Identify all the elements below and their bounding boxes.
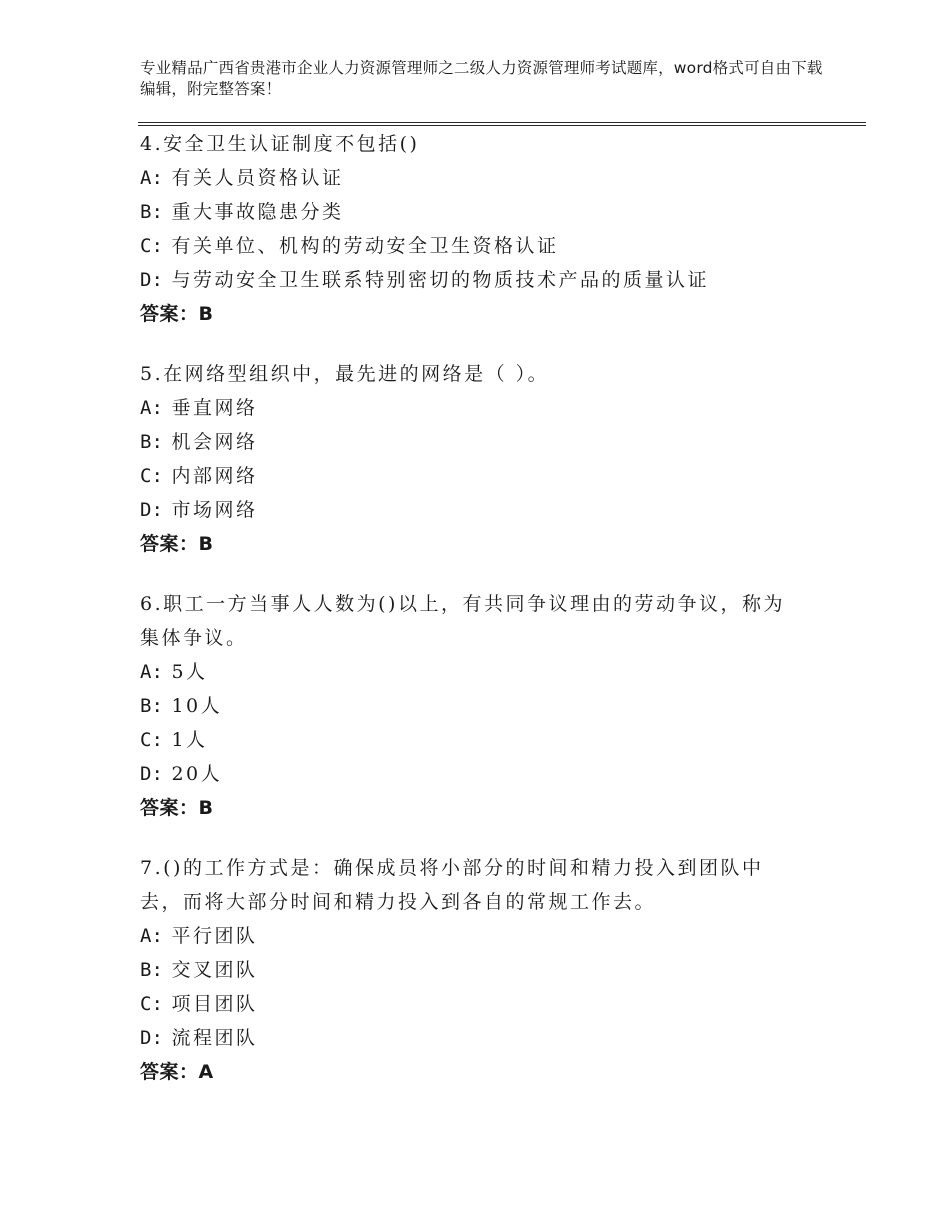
question-6 bbox=[140, 587, 840, 825]
option-text: 项目团队 bbox=[171, 993, 258, 1015]
option-text: 有关单位、机构的劳动安全卫生资格认证 bbox=[171, 235, 559, 257]
option-letter: A: bbox=[140, 397, 163, 419]
option-letter: C: bbox=[140, 993, 163, 1015]
option-c bbox=[140, 723, 840, 757]
option-a bbox=[140, 655, 840, 689]
option-letter: B: bbox=[140, 695, 163, 717]
option-text: 平行团队 bbox=[171, 925, 258, 947]
option-b bbox=[140, 689, 840, 723]
question-4 bbox=[140, 127, 840, 331]
option-d bbox=[140, 263, 840, 297]
option-letter: A: bbox=[140, 925, 163, 947]
option-letter: D: bbox=[140, 1027, 163, 1049]
option-d bbox=[140, 757, 840, 791]
question-stem: 5.在网络型组织中，最先进的网络是（ ）。 bbox=[140, 363, 550, 385]
option-letter: D: bbox=[140, 499, 163, 521]
option-c bbox=[140, 987, 840, 1021]
option-letter: B: bbox=[140, 959, 163, 981]
option-letter: C: bbox=[140, 465, 163, 487]
option-text: 与劳动安全卫生联系特别密切的物质技术产品的质量认证 bbox=[171, 269, 709, 291]
option-text: 市场网络 bbox=[171, 499, 258, 521]
question-7 bbox=[140, 851, 840, 1089]
answer-label: 答案：A bbox=[140, 1061, 214, 1083]
option-a bbox=[140, 161, 840, 195]
option-text: 20人 bbox=[171, 763, 223, 785]
option-d bbox=[140, 493, 840, 527]
option-b bbox=[140, 425, 840, 459]
option-text: 机会网络 bbox=[171, 431, 258, 453]
option-letter: B: bbox=[140, 201, 163, 223]
question-stem: 4.安全卫生认证制度不包括() bbox=[140, 133, 420, 155]
document-header: 专业精品广西省贵港市企业人力资源管理师之二级人力资源管理师考试题库，word格式可自由下载编辑，附完整答案！ bbox=[140, 59, 823, 98]
option-text: 流程团队 bbox=[171, 1027, 258, 1049]
option-letter: A: bbox=[140, 167, 163, 189]
option-text: 内部网络 bbox=[171, 465, 258, 487]
option-c bbox=[140, 229, 840, 263]
option-letter: B: bbox=[140, 431, 163, 453]
question-stem: 6.职工一方当事人人数为()以上，有共同争议理由的劳动争议，称为集体争议。 bbox=[140, 593, 785, 649]
option-a bbox=[140, 391, 840, 425]
header-divider-bottom bbox=[138, 125, 866, 126]
question-list bbox=[140, 127, 840, 1115]
option-letter: C: bbox=[140, 729, 163, 751]
option-letter: D: bbox=[140, 763, 163, 785]
option-letter: D: bbox=[140, 269, 163, 291]
option-text: 重大事故隐患分类 bbox=[171, 201, 344, 223]
question-stem: 7.()的工作方式是：确保成员将小部分的时间和精力投入到团队中去，而将大部分时间和精力投入到各自的常规工作去。 bbox=[140, 857, 764, 913]
option-c bbox=[140, 459, 840, 493]
option-a bbox=[140, 919, 840, 953]
option-d bbox=[140, 1021, 840, 1055]
option-letter: C: bbox=[140, 235, 163, 257]
option-text: 10人 bbox=[171, 695, 223, 717]
option-b bbox=[140, 953, 840, 987]
option-text: 1人 bbox=[171, 729, 208, 751]
answer-label: 答案：B bbox=[140, 533, 214, 555]
option-b bbox=[140, 195, 840, 229]
answer-label: 答案：B bbox=[140, 797, 214, 819]
option-letter: A: bbox=[140, 661, 163, 683]
option-text: 有关人员资格认证 bbox=[171, 167, 344, 189]
option-text: 5人 bbox=[171, 661, 208, 683]
question-5 bbox=[140, 357, 840, 561]
option-text: 交叉团队 bbox=[171, 959, 258, 981]
option-text: 垂直网络 bbox=[171, 397, 258, 419]
header-divider-top bbox=[138, 122, 866, 123]
answer-label: 答案：B bbox=[140, 303, 214, 325]
